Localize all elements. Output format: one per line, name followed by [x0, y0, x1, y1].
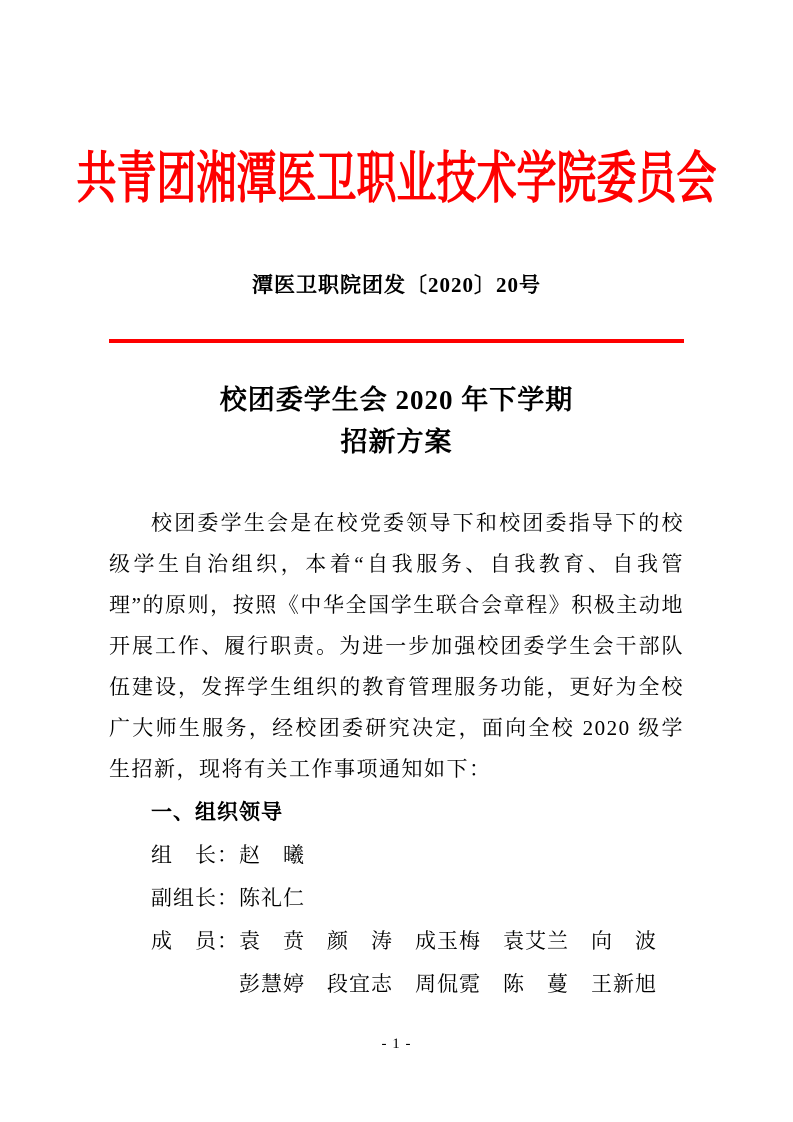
intro-paragraph: 校团委学生会是在校党委领导下和校团委指导下的校级学生自治组织，本着“自我服务、自我教育、自我管理”的原则，按照《中华全国学生联合会章程》积极主动地开展工作、履行职责。为进一步加强校团委学生会干部队伍建设，发挥学生组织的教育管理服务功能，更好为全校广大师生服务，经校团委研究决定，面向全校 2020 级学生招新，现将有关工作事项通知如下： — [109, 511, 684, 781]
letterhead — [76, 133, 717, 215]
letterhead-title: 共青团湘潭医卫职业技术学院委员会 — [76, 146, 717, 210]
red-divider-line — [109, 339, 684, 343]
members-line-2: 彭慧婷 段宜志 周侃霓 陈 蔓 王新旭 — [239, 972, 657, 996]
members-line-1: 成 员：袁 贲 颜 涛 成玉梅 袁艾兰 向 波 — [151, 929, 657, 953]
section-heading-organization-leadership: 一、组织领导 — [151, 801, 283, 824]
page-number: - 1 - — [381, 1036, 412, 1052]
document-title-line1: 校团委学生会 2020 年下学期 — [219, 385, 574, 415]
document-title-line2: 招新方案 — [340, 427, 453, 457]
leader-line: 组 长：赵 曦 — [151, 843, 305, 867]
document-number: 潭医卫职院团发〔2020〕20号 — [252, 273, 541, 297]
deputy-leader-line: 副组长：陈礼仁 — [151, 886, 305, 910]
document-title — [109, 379, 684, 463]
